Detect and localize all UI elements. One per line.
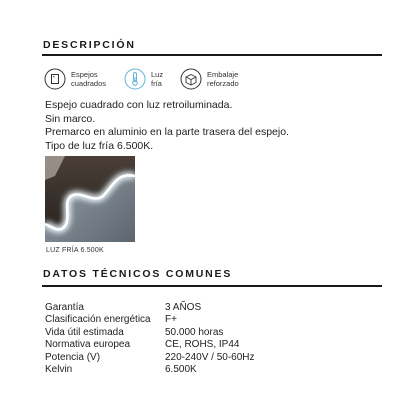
- spec-value: 3 AÑOS: [165, 302, 202, 313]
- spec-key: Garantía: [45, 302, 84, 313]
- square-mirror-icon: [44, 68, 66, 90]
- photo-caption: LUZ FRÍA 6.500K: [46, 247, 104, 254]
- package-icon: [180, 68, 202, 90]
- spec-key: Kelvin: [45, 363, 73, 375]
- spec-value: 50.000 horas: [165, 326, 224, 338]
- spec-key: Normativa europea: [45, 339, 131, 351]
- description-line: Premarco en aluminio en la parte trasera del espejo.: [45, 126, 289, 138]
- spec-row: [45, 364, 345, 376]
- spec-value: CE, ROHS, IP44: [165, 339, 240, 351]
- feature-icons: [44, 67, 374, 93]
- feature-label: Espejos cuadrados: [71, 70, 107, 88]
- description-line: Espejo cuadrado con luz retroiluminada.: [45, 99, 233, 111]
- thermometer-icon: [124, 68, 146, 90]
- feature-label: Luz fría: [151, 70, 164, 88]
- spec-value: 220-240V / 50-60Hz: [165, 351, 255, 363]
- description-text: [45, 99, 289, 153]
- spec-row: [45, 314, 345, 326]
- descripcion-divider: [42, 54, 382, 56]
- datos-divider: [42, 285, 382, 287]
- feature-label: Embalaje reforzado: [207, 70, 239, 88]
- spec-value: 6.500K: [165, 363, 197, 375]
- spec-key: Vida útil estimada: [45, 326, 124, 338]
- mirror-light-photo: [45, 156, 135, 242]
- description-line: Tipo de luz fría 6.500K.: [45, 139, 154, 152]
- datos-title: DATOS TÉCNICOS COMUNES: [43, 268, 233, 280]
- product-photo: [45, 156, 135, 242]
- descripcion-title: DESCRIPCIÓN: [43, 39, 136, 51]
- specs-table: [45, 302, 345, 376]
- spec-value: F+: [165, 314, 177, 326]
- spec-row: [45, 302, 345, 314]
- description-line: Sin marco.: [45, 112, 96, 125]
- spec-key: Potencia (V): [45, 351, 101, 363]
- spec-row: [45, 327, 345, 339]
- spec-key: Clasificación energética: [45, 314, 151, 326]
- spec-row: [45, 339, 345, 351]
- spec-row: [45, 352, 345, 364]
